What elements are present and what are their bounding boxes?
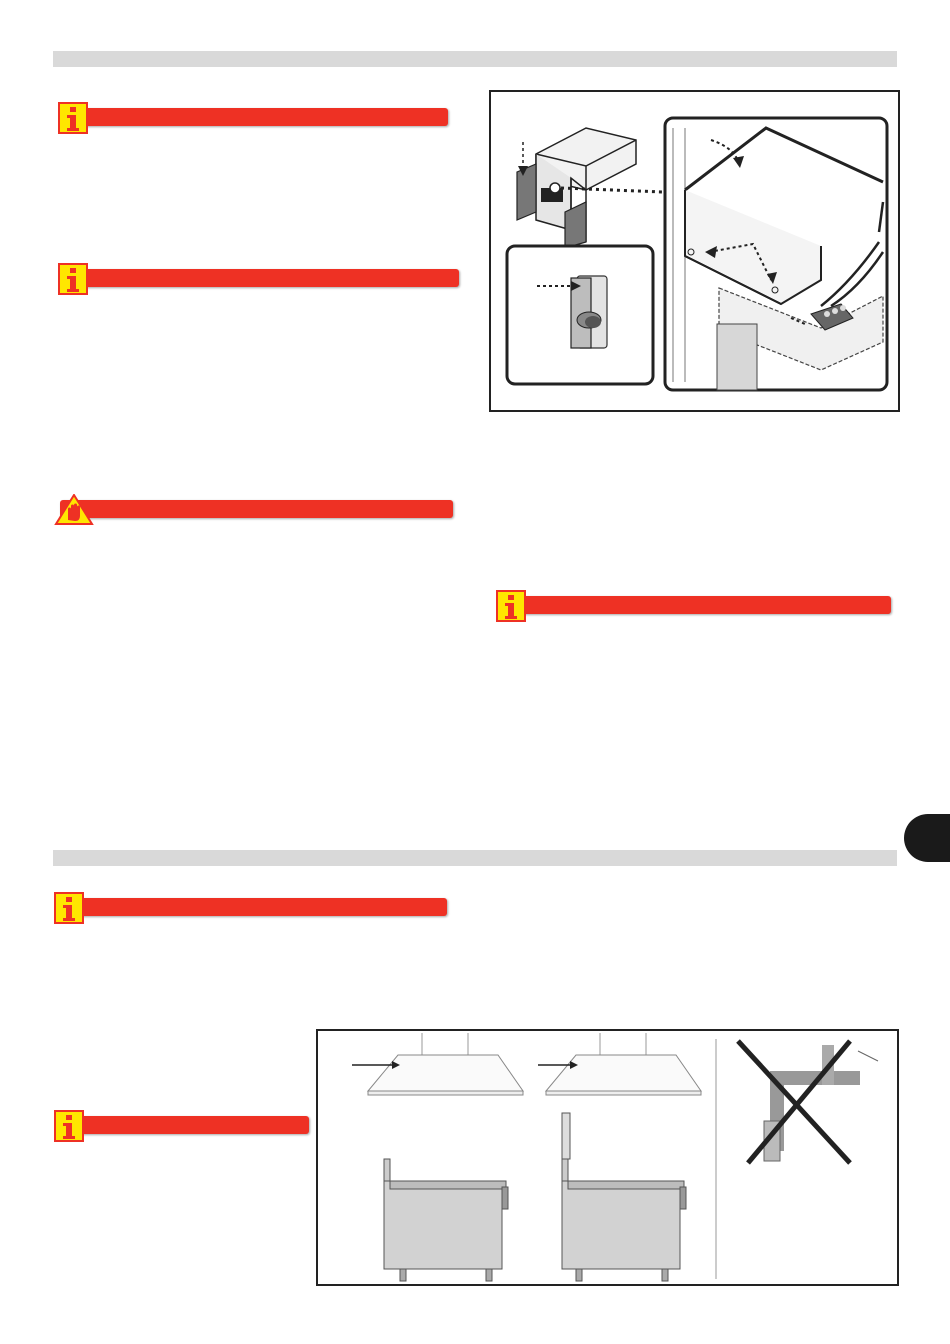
- electrical-connection-drawing: [491, 92, 898, 410]
- info-icon: [54, 1110, 84, 1142]
- info-notice: [46, 1110, 309, 1136]
- appliance-side-icon: [384, 1113, 686, 1281]
- info-icon: [58, 102, 88, 134]
- info-notice: [488, 590, 891, 616]
- info-notice: [50, 263, 459, 289]
- info-notice: [46, 892, 447, 918]
- chapter-tab: [904, 814, 950, 862]
- electrical-connection-figure: [489, 90, 900, 412]
- info-icon: [54, 892, 84, 924]
- hood-installation-drawing: [318, 1031, 897, 1284]
- prohibited-installation-icon: [738, 1041, 878, 1163]
- info-notice: [50, 102, 448, 128]
- section-header-bar: [53, 850, 897, 866]
- terminal-board-icon: [665, 118, 887, 390]
- extraction-hood-icon: [352, 1033, 701, 1095]
- hood-installation-figure: [316, 1029, 899, 1286]
- info-icon: [58, 263, 88, 295]
- section-header-bar: [53, 51, 897, 67]
- info-icon: [496, 590, 526, 622]
- stop-hand-icon: [54, 494, 94, 526]
- warning-notice: [50, 494, 453, 520]
- switch-detail-icon: [507, 246, 653, 384]
